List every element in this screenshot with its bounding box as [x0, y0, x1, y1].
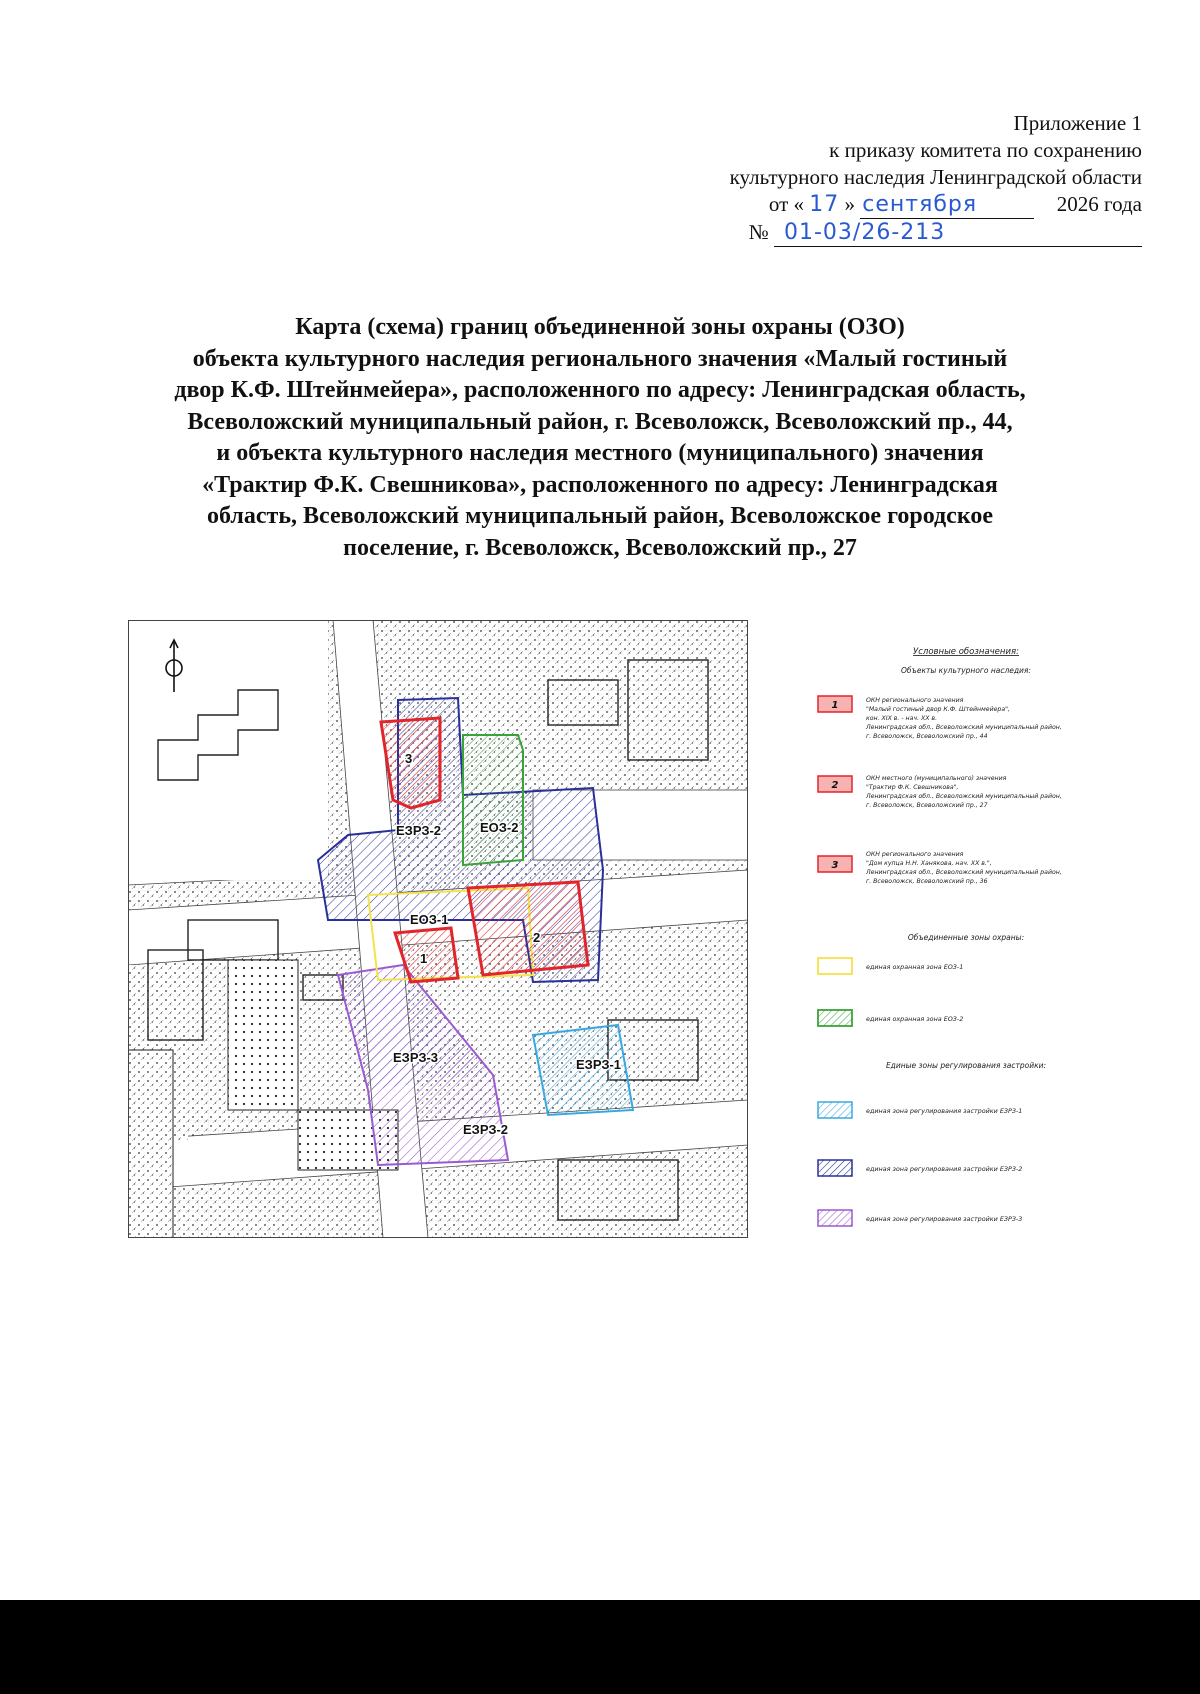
label-ezrz3: ЕЗРЗ-3 — [393, 1050, 439, 1065]
legend-item-2-line: "Трактир Ф.К. Свешникова", — [866, 784, 959, 791]
legend-item-3-line: "Дом купца Н.Н. Ханякова, нач. XX в.", — [866, 860, 992, 867]
legend-heritage-heading: Объекты культурного наследия: — [901, 666, 1031, 675]
legend-item-1-line: г. Всеволожск, Всеволожский пр., 44 — [866, 733, 988, 740]
legend-heading: Условные обозначения: — [913, 647, 1019, 657]
legend-item-1-line: кон. XIX в. - нач. XX в. — [866, 715, 938, 722]
label-eoz2: ЕОЗ-2 — [480, 820, 519, 835]
zone-eoz2 — [463, 735, 523, 865]
title-line: объекта культурного наследия регионального значения «Малый гостиный — [192, 345, 1008, 372]
legend-eoz2-label: единая охранная зона ЕОЗ-2 — [866, 1015, 964, 1023]
legend-eoz1-label: единая охранная зона ЕОЗ-1 — [866, 963, 964, 971]
appendix-number-line — [582, 219, 1142, 247]
legend-badge-3-label: 3 — [831, 860, 839, 871]
legend-item-2-line: г. Всеволожск, Всеволожский пр., 27 — [866, 802, 988, 809]
title-line: область, Всеволожский муниципальный район, Всеволожское городское — [207, 503, 993, 529]
title-line: двор К.Ф. Штейнмейера», расположенного по адресу: Ленинградская область, — [174, 377, 1026, 403]
legend-item-1-line: ОКН регионального значения — [866, 697, 964, 704]
order-number: 01-03/26-213 — [784, 220, 946, 245]
texture-block — [228, 960, 298, 1110]
label-object-1: 1 — [420, 951, 428, 966]
legend-item-1-line: Ленинградская обл., Всеволожский муниципальный район, — [866, 724, 1062, 731]
date-mid: » — [844, 192, 855, 216]
map-legend — [806, 640, 1140, 1240]
legend-item-1-line: "Малый гостиный двор К.Ф. Штейнмейера", — [866, 706, 1010, 713]
appendix-title: Приложение 1 — [1013, 111, 1142, 135]
label-ezrz2-top: ЕЗРЗ-2 — [396, 823, 442, 838]
legend-item-2-line: Ленинградская обл., Всеволожский муниципальный район, — [866, 793, 1062, 800]
label-ezrz1: ЕЗРЗ-1 — [576, 1057, 622, 1072]
appendix-committee-line: культурного наследия Ленинградской области — [729, 165, 1142, 189]
legend-item-3-line: г. Всеволожск, Всеволожский пр., 36 — [866, 878, 988, 885]
label-object-3: 3 — [405, 751, 413, 766]
document-title — [100, 312, 1100, 564]
title-line: и объекта культурного наследия местного (муниципального) значения — [216, 440, 984, 466]
appendix-block — [582, 110, 1142, 247]
legend-ezrz1-label: единая зона регулирования застройки ЕЗРЗ-1 — [866, 1107, 1023, 1115]
zone-map — [128, 620, 748, 1238]
legend-ezrz3-label: единая зона регулирования застройки ЕЗРЗ-3 — [866, 1215, 1023, 1223]
legend-united-heading: Объединенные зоны охраны: — [907, 933, 1025, 942]
scan-bottom-edge — [0, 1600, 1200, 1694]
title-line: Карта (схема) границ объединенной зоны охраны (ОЗО) — [295, 314, 905, 340]
legend-item-3-line: Ленинградская обл., Всеволожский муниципальный район, — [866, 869, 1062, 876]
legend-badge-2-label: 2 — [831, 780, 839, 791]
date-prefix: от « — [768, 192, 804, 216]
date-year: 2026 года — [1056, 192, 1142, 216]
label-ezrz2-bottom: ЕЗРЗ-2 — [463, 1122, 509, 1137]
date-day: 17 — [809, 192, 840, 217]
legend-item-2-line: ОКН местного (муниципального) значения — [866, 775, 1007, 782]
legend-ezrz2-label: единая зона регулирования застройки ЕЗРЗ-2 — [866, 1165, 1023, 1173]
heritage-object-2 — [468, 882, 588, 975]
title-line: поселение, г. Всеволожск, Всеволожский пр., 27 — [343, 534, 857, 561]
legend-regulation-heading: Единые зоны регулирования застройки: — [885, 1061, 1047, 1070]
legend-swatch-eoz1 — [818, 958, 852, 974]
date-month: сентября — [862, 192, 978, 217]
legend-swatch-ezrz3 — [818, 1210, 852, 1226]
legend-swatch-ezrz1 — [818, 1102, 852, 1118]
legend-swatch-ezrz2 — [818, 1160, 852, 1176]
legend-item-3-line: ОКН регионального значения — [866, 851, 964, 858]
label-eoz1: ЕОЗ-1 — [410, 912, 449, 927]
legend-badge-1-label: 1 — [831, 700, 839, 711]
label-object-2: 2 — [533, 930, 541, 945]
title-line: «Трактир Ф.К. Свешникова», расположенного по адресу: Ленинградская — [202, 471, 998, 498]
appendix-date-line — [582, 191, 1142, 219]
title-line: Всеволожский муниципальный район, г. Всеволожск, Всеволожский пр., 44, — [187, 408, 1013, 435]
appendix-order-line: к приказу комитета по сохранению — [829, 138, 1142, 162]
legend-swatch-eoz2 — [818, 1010, 852, 1026]
number-prefix: № — [748, 220, 769, 244]
